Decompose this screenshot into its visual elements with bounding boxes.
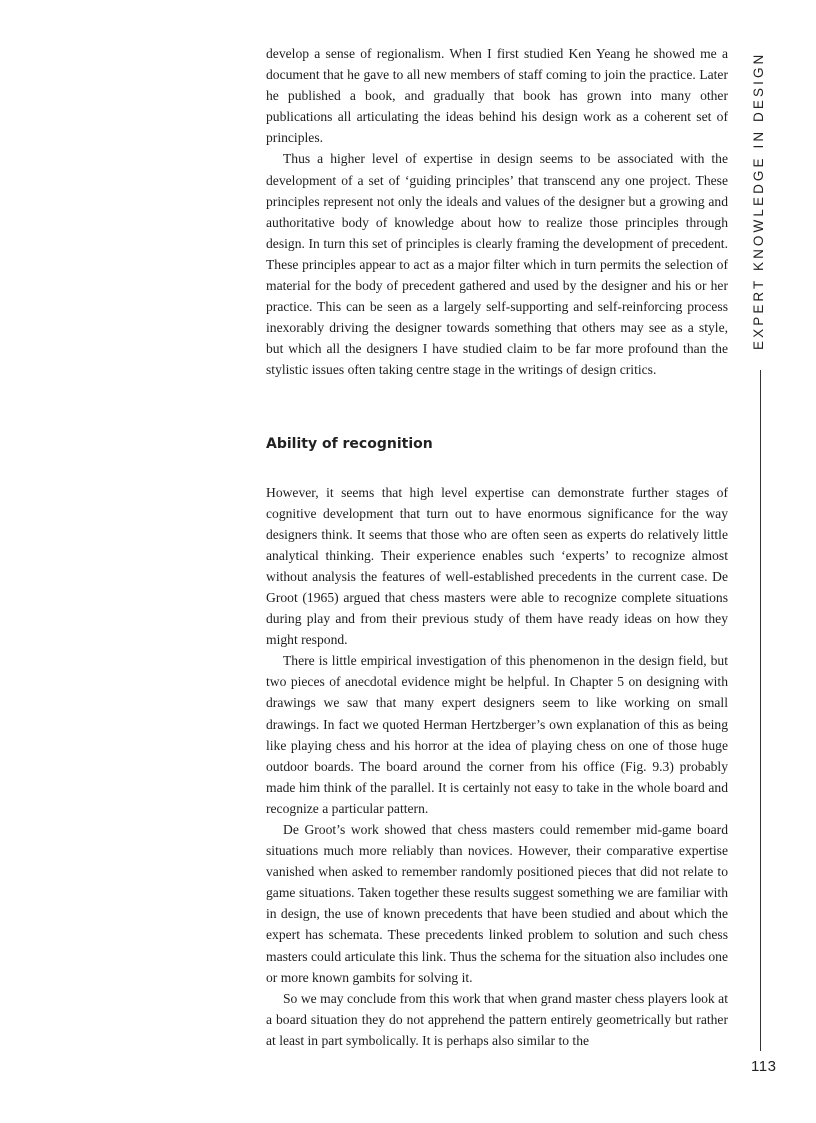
running-head: EXPERT KNOWLEDGE IN DESIGN bbox=[751, 51, 766, 350]
paragraph-regionalism: develop a sense of regionalism. When I first studied Ken Yeang he showed me a document that he gave to all new members of staff coming to join the practice. Later he published a book, and gradually that book has grown into many other publications all articulating the ideas behind his design work as a coherent set of principles. bbox=[266, 46, 728, 146]
text-column bbox=[266, 43, 728, 1051]
paragraph-conclusion: So we may conclude from this work that when grand master chess players look at a board situation they do not apprehend the pattern entirely geometrically but rather at least in part symbolically. It is perhaps also similar to the bbox=[266, 990, 728, 1048]
paragraph-de-groot: De Groot’s work showed that chess masters could remember mid-game board situations much more reliably than novices. However, their comparative expertise vanished when asked to remember randomly positioned pieces that did not relate to game situations. Taken together these results suggest something we are familiar with in design, the use of known precedents that have been studied and about which the expert has schemata. These precedents linked problem to solution and such chess masters could articulate this link. Thus the schema for the situation also includes one or more known gambits for solving it. bbox=[266, 822, 728, 985]
paragraph-guiding-principles: Thus a higher level of expertise in design seems to be associated with the development of a set of ‘guiding principles’ that transcend any one project. These principles represent not only the ideals and values of the designer but a growing and authoritative body of knowledge about how to realize those principles through design. In turn this set of principles is clearly framing the development of precedent. These principles appear to act as a major filter which in turn permits the selection of material for the body of precedent gathered and used by the designer and his or her practice. This can be seen as a largely self-supporting and self-reinforcing process inexorably driving the designer towards something that others may see as a style, but which all the designers I have studied claim to be far more profound than the stylistic issues often taking centre stage in the writings of design critics. bbox=[266, 151, 728, 378]
side-rule bbox=[760, 370, 761, 1051]
paragraph-high-level-expertise: However, it seems that high level expertise can demonstrate further stages of cognitive development that turn out to have enormous significance for the way designers think. It seems that those who are often seen as experts do relatively little analytical thinking. Their experience enables such ‘experts’ to recognize almost without analysis the features of well-established precedents in the current case. De Groot (1965) argued that chess masters were able to recognize complete situations during play and from their previous study of them have ready ideas on how they might respond. bbox=[266, 484, 728, 648]
page-number: 113 bbox=[751, 1058, 777, 1075]
paragraph-anecdotal-evidence: There is little empirical investigation of this phenomenon in the design field, but two pieces of anecdotal evidence might be helpful. In Chapter 5 on designing with drawings we saw that many expert designers seem to like working on small drawings. In fact we quoted Herman Hertzberger’s own explanation of this as being like playing chess and his horror at the idea of playing chess on one of those huge outdoor boards. The board around the corner from his office (Fig. 9.3) probably made him think of the parallel. It is certainly not easy to take in the whole board and recognize a particular pattern. bbox=[266, 653, 728, 816]
section-heading: Ability of recognition bbox=[266, 435, 433, 452]
